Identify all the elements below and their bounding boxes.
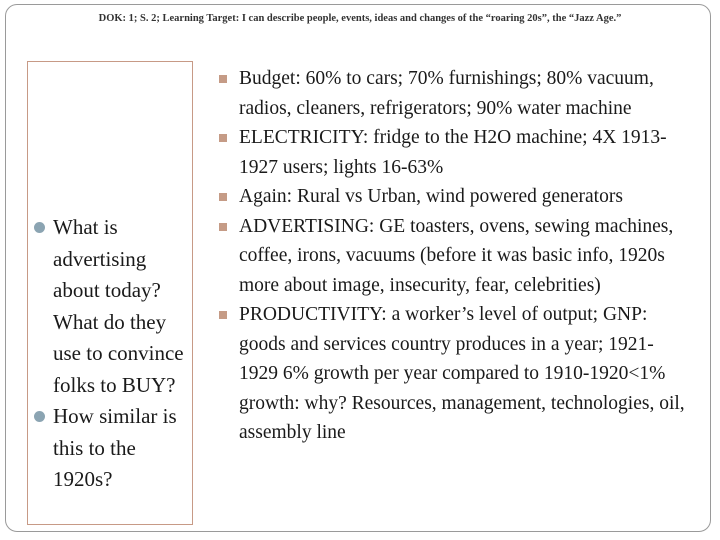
- right-bullet-text: PRODUCTIVITY: a worker’s level of output; GNP: goods and services country produces in a year; 1921-1929 6% growth per year compared to 1910-1920<1% growth: why? Resources, management, technologies, oil, assembly line: [239, 304, 685, 443]
- square-bullet-icon: [219, 311, 227, 319]
- left-bullet-item: [34, 212, 192, 401]
- right-bullet-item: [218, 182, 688, 212]
- right-bullet-item: [218, 64, 688, 123]
- right-bullet-text: ADVERTISING: GE toasters, ovens, sewing machines, coffee, irons, vacuums (before it was basic info, 1920s more about image, insecurity, fear, celebrities): [239, 215, 674, 296]
- right-bullet-text: Budget: 60% to cars; 70% furnishings; 80% vacuum, radios, cleaners, refrigerators; 90% water machine: [239, 68, 654, 119]
- right-bullet-text: ELECTRICITY: fridge to the H2O machine; 4X 1913-1927 users; lights 16-63%: [239, 127, 667, 178]
- right-bullet-item: [218, 123, 688, 182]
- left-bullet-text: How similar is this to the 1920s?: [53, 404, 177, 491]
- left-bullet-list: [34, 212, 192, 496]
- right-bullet-list: [218, 64, 688, 448]
- square-bullet-icon: [219, 134, 227, 142]
- round-bullet-icon: [34, 411, 45, 422]
- right-bullet-item: [218, 300, 688, 448]
- learning-target-header: DOK: 1; S. 2; Learning Target: I can describe people, events, ideas and changes of the “roaring 20s”, the “Jazz Age.”: [98, 13, 622, 24]
- right-bullet-text: Again: Rural vs Urban, wind powered generators: [239, 186, 623, 207]
- square-bullet-icon: [219, 75, 227, 83]
- left-bullet-text: What is advertising about today? What do they use to convince folks to BUY?: [53, 215, 184, 397]
- square-bullet-icon: [219, 193, 227, 201]
- square-bullet-icon: [219, 223, 227, 231]
- right-bullet-item: [218, 212, 688, 301]
- left-bullet-item: [34, 401, 192, 496]
- round-bullet-icon: [34, 222, 45, 233]
